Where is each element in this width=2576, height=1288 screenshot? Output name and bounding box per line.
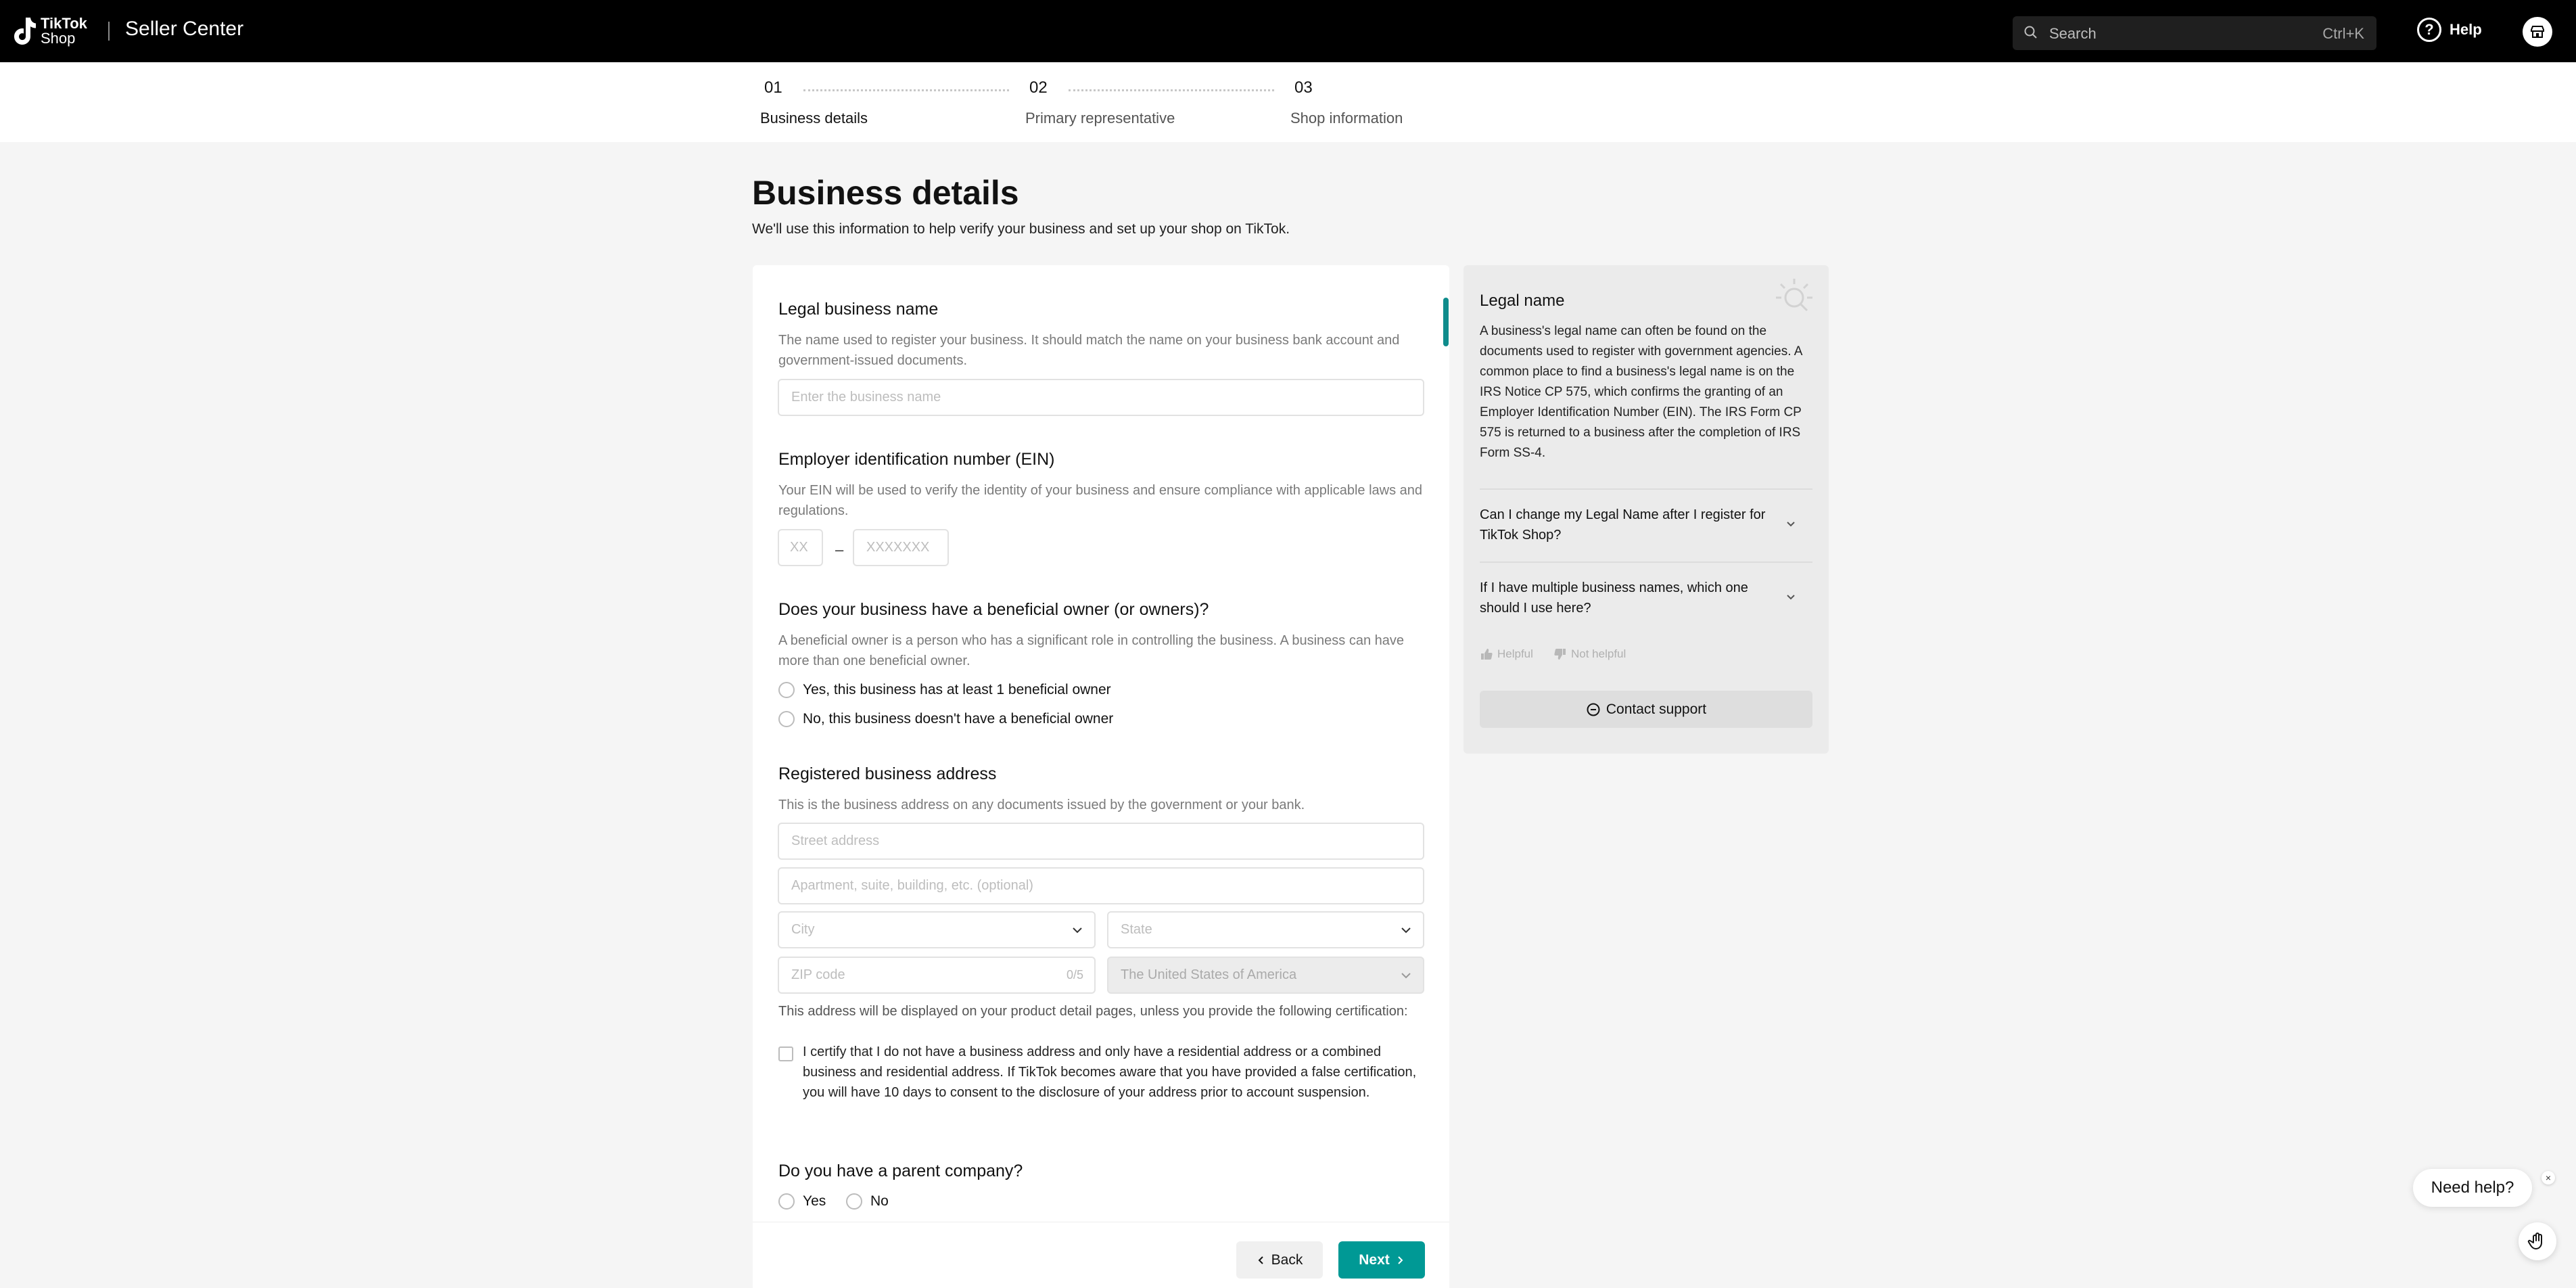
helpful-label: Helpful: [1497, 647, 1533, 660]
step-number: 01: [764, 78, 782, 97]
logo-text-line2: Shop: [41, 30, 76, 47]
form-scrollbar[interactable]: [1443, 298, 1449, 346]
residential-certify-checkbox[interactable]: [778, 1046, 793, 1061]
step-shop-information[interactable]: [1290, 78, 1403, 127]
lightbulb-icon: [1773, 275, 1815, 317]
search-shortcut: Ctrl+K: [2322, 25, 2364, 42]
zip-placeholder: ZIP code: [791, 967, 845, 982]
chevron-down-icon[interactable]: [1785, 593, 1796, 602]
ein-description: Your EIN will be used to verify the identity of your business and ensure compliance with applicable laws and regulations.: [778, 483, 1423, 518]
step-number: 02: [1029, 78, 1048, 97]
helpful-button[interactable]: [1480, 647, 1533, 661]
help-button[interactable]: [2417, 18, 2482, 42]
chevron-down-icon[interactable]: [1785, 520, 1796, 529]
page-subtitle: We'll use this information to help verify your business and set up your shop on TikTok.: [752, 221, 1290, 237]
next-label: Next: [1359, 1251, 1390, 1268]
tiktok-shop-logo[interactable]: [9, 15, 87, 47]
faq-item-multiple-names[interactable]: If I have multiple business names, which one should I use here?: [1480, 580, 1748, 616]
chevron-down-icon: [1071, 925, 1083, 936]
state-select[interactable]: [1107, 911, 1424, 948]
radio-circle: [778, 711, 795, 727]
beneficial-owner-title: Does your business have a beneficial owner (or owners)?: [778, 600, 1209, 619]
step-connector: [803, 89, 1009, 91]
country-value: The United States of America: [1121, 967, 1297, 982]
parent-company-title: Do you have a parent company?: [778, 1162, 1023, 1180]
ein-separator: –: [835, 541, 844, 558]
thumbs-up-icon: [1480, 647, 1493, 661]
faq-item-change-legal-name[interactable]: Can I change my Legal Name after I register for TikTok Shop?: [1480, 507, 1766, 543]
radio-label: No: [870, 1193, 889, 1209]
need-help-label: Need help?: [2431, 1178, 2514, 1197]
step-business-details[interactable]: [760, 78, 868, 127]
store-icon: [2529, 24, 2546, 40]
street-placeholder: Street address: [791, 833, 880, 848]
need-help-bubble[interactable]: [2413, 1169, 2532, 1207]
radio-label: Yes: [803, 1193, 826, 1209]
search-placeholder: Search: [2049, 25, 2097, 42]
step-primary-representative[interactable]: [1025, 78, 1175, 127]
beneficial-owner-yes-radio[interactable]: [778, 682, 1111, 698]
thumbs-down-icon: [1553, 647, 1567, 661]
city-placeholder: City: [791, 922, 815, 937]
street-address-input[interactable]: [778, 823, 1424, 860]
help-panel-title: Legal name: [1480, 292, 1565, 310]
page-title: Business details: [752, 174, 1019, 212]
residential-certify-label: I certify that I do not have a business address and only have a residential address or a combined business and residential address. If TikTok becomes aware that you have provided a false certification, you will have 10 days to consent to the disclosure of your address prior to account suspension.: [803, 1044, 1417, 1100]
chat-icon: [1586, 702, 1601, 717]
radio-circle: [846, 1193, 862, 1210]
ein-number-placeholder: XXXXXXX: [866, 540, 930, 555]
country-select: [1107, 957, 1424, 994]
hand-wave-icon: [2527, 1231, 2548, 1251]
shop-account-button[interactable]: [2523, 17, 2552, 47]
step-label: Shop information: [1290, 110, 1403, 127]
zip-character-counter: 0/5: [1066, 968, 1083, 982]
need-help-launcher[interactable]: [2519, 1222, 2556, 1260]
help-panel-body: A business's legal name can often be found on the documents used to register with government agencies. A common place to find a business's legal name is on the IRS Notice CP 575, which confirms the granting of an Employer Identification Number (EIN). The IRS Form CP 575 is returned to a business after the completion of IRS Form SS-4.: [1480, 324, 1802, 460]
logo-wordmark: [41, 16, 87, 46]
step-connector: [1069, 89, 1274, 91]
not-helpful-label: Not helpful: [1571, 647, 1626, 660]
radio-circle: [778, 682, 795, 698]
city-select[interactable]: [778, 911, 1096, 948]
address-display-note: This address will be displayed on your product detail pages, unless you provide the following certification:: [778, 1004, 1408, 1019]
parent-company-no-radio[interactable]: [846, 1193, 889, 1210]
contact-support-button[interactable]: [1480, 691, 1812, 728]
step-label: Primary representative: [1025, 110, 1175, 127]
close-icon: ×: [2545, 1172, 2552, 1183]
need-help-close-button[interactable]: [2542, 1171, 2555, 1184]
legal-name-input[interactable]: [778, 379, 1424, 416]
legal-name-description: The name used to register your business. It should match the name on your business bank account and government-issued documents.: [778, 333, 1400, 368]
divider: [1480, 561, 1812, 563]
zip-code-input[interactable]: [778, 957, 1096, 994]
top-navigation-bar: [0, 0, 2576, 62]
help-label: Help: [2450, 21, 2482, 38]
apartment-placeholder: Apartment, suite, building, etc. (optional): [791, 878, 1033, 893]
state-placeholder: State: [1121, 922, 1152, 937]
ein-prefix-input[interactable]: [778, 529, 823, 566]
parent-company-yes-radio[interactable]: [778, 1193, 826, 1210]
chevron-down-icon: [1400, 970, 1412, 981]
back-button[interactable]: [1236, 1241, 1323, 1279]
address-title: Registered business address: [778, 764, 997, 783]
next-button[interactable]: [1338, 1241, 1425, 1279]
ein-title: Employer identification number (EIN): [778, 450, 1055, 469]
chevron-left-icon: [1257, 1255, 1266, 1266]
search-input[interactable]: [2013, 16, 2376, 50]
chevron-right-icon: [1395, 1255, 1405, 1266]
back-label: Back: [1271, 1251, 1303, 1268]
beneficial-owner-description: A beneficial owner is a person who has a significant role in controlling the business. A business can have more than one beneficial owner.: [778, 633, 1404, 668]
radio-label: Yes, this business has at least 1 beneficial owner: [803, 682, 1111, 697]
progress-stepper: [0, 62, 2576, 142]
contact-support-label: Contact support: [1606, 701, 1707, 717]
legal-name-placeholder: Enter the business name: [791, 390, 941, 405]
ein-prefix-placeholder: XX: [790, 540, 808, 555]
beneficial-owner-no-radio[interactable]: [778, 711, 1113, 727]
divider: [1480, 488, 1812, 490]
app-title: Seller Center: [125, 18, 244, 40]
header-divider: [108, 22, 110, 41]
help-icon: ?: [2417, 18, 2441, 42]
chevron-down-icon: [1400, 925, 1412, 936]
radio-label: No, this business doesn't have a beneficial owner: [803, 711, 1114, 727]
address-description: This is the business address on any documents issued by the government or your bank.: [778, 798, 1305, 812]
logo-text-line1: TikTok: [41, 15, 87, 32]
step-number: 03: [1294, 78, 1313, 97]
search-icon: [2023, 25, 2038, 40]
tiktok-logo-icon: [9, 15, 38, 47]
step-label: Business details: [760, 110, 868, 127]
apartment-input[interactable]: [778, 867, 1424, 904]
legal-name-title: Legal business name: [778, 300, 939, 319]
ein-number-input[interactable]: [853, 529, 949, 566]
radio-circle: [778, 1193, 795, 1210]
not-helpful-button[interactable]: [1553, 647, 1626, 661]
